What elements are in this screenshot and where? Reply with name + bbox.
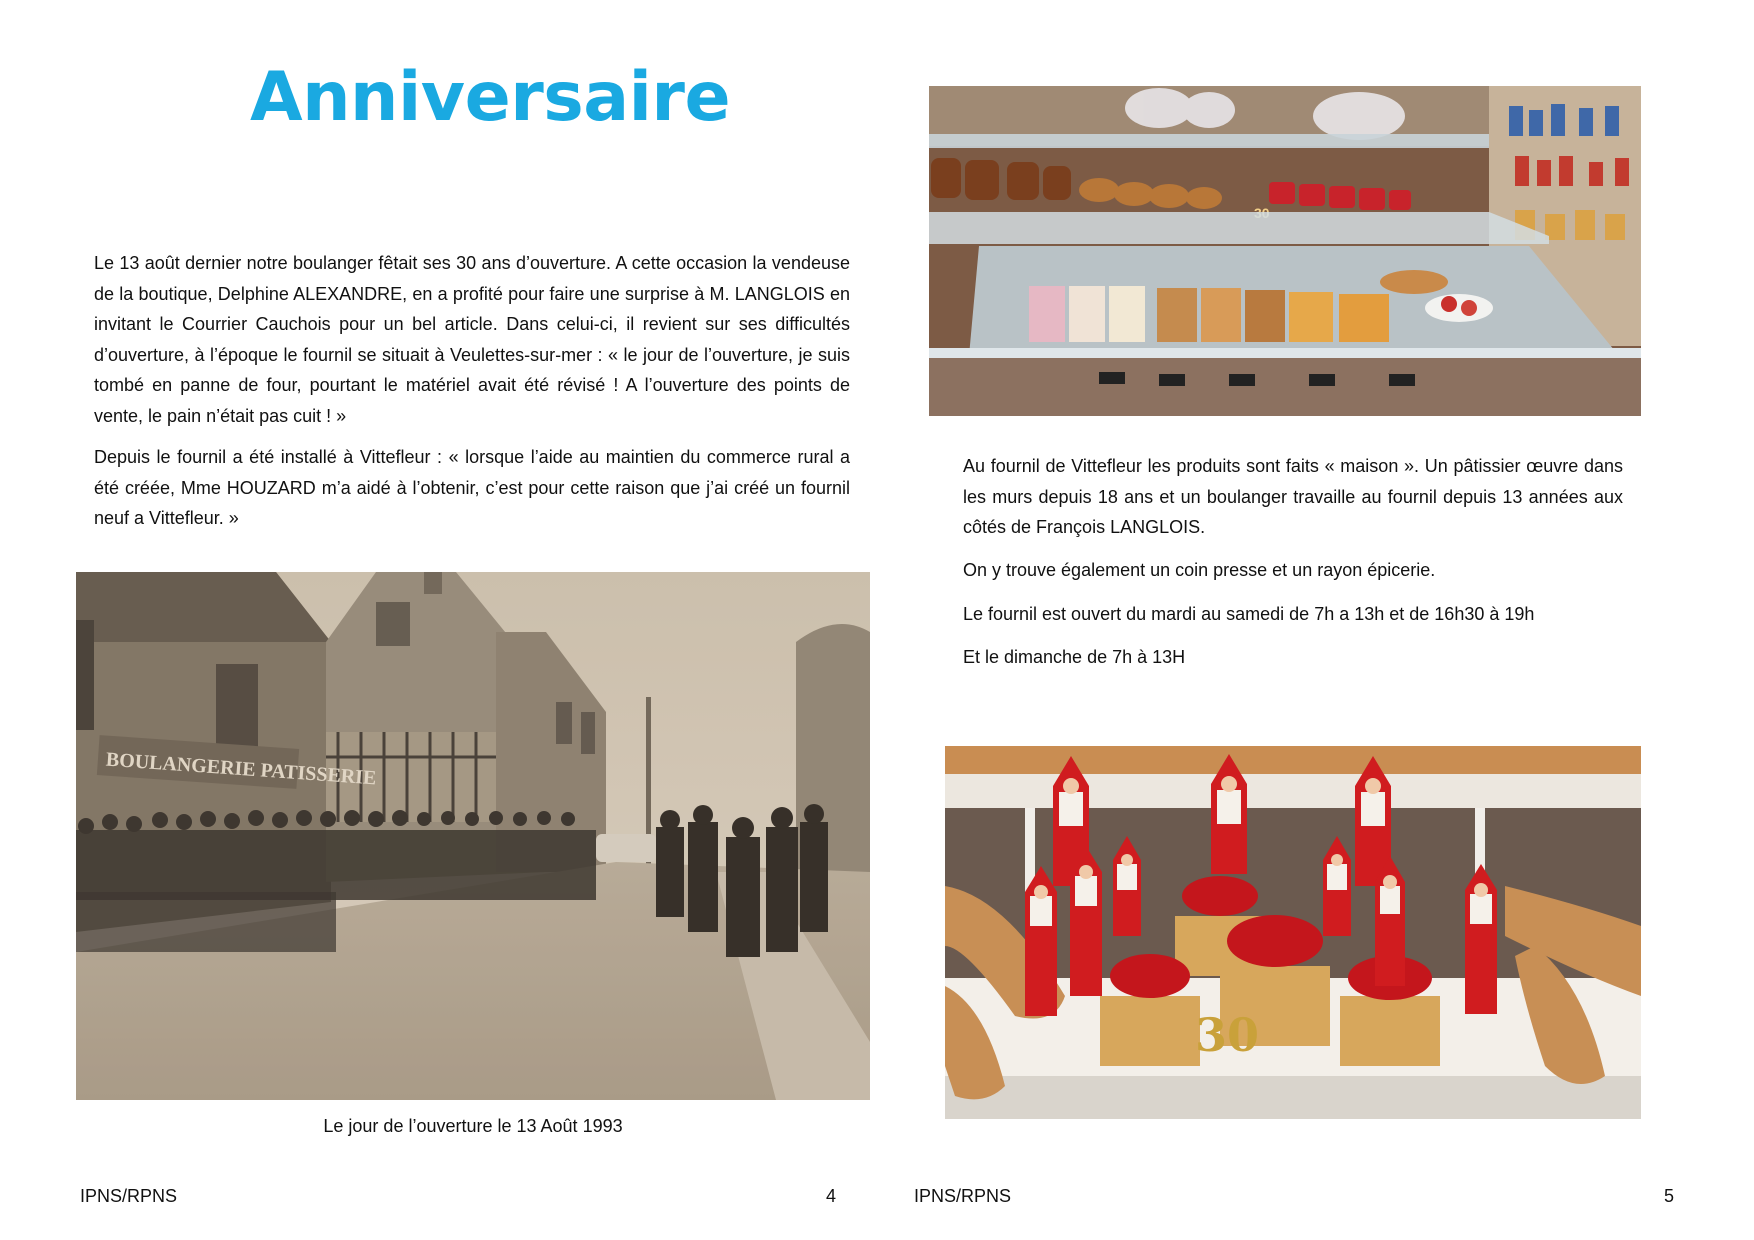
footer-right-imprint: IPNS/RPNS bbox=[914, 1186, 1012, 1206]
house-made-paragraph: Au fournil de Vittefleur les produits sont faits « maison ». Un pâtissier œuvre dans les murs depuis 18 ans et un boulanger travaille au fournil depuis 13 années aux côtés de François LANGLOIS. bbox=[963, 456, 1623, 537]
page-number-left: 4 bbox=[826, 1186, 837, 1206]
bakery-sign-text: BOULANGERIE PATISSERIE bbox=[105, 748, 378, 790]
page-number-right: 5 bbox=[1664, 1186, 1675, 1206]
opening-day-photo bbox=[76, 572, 870, 1100]
chocolate-santas-photo bbox=[945, 746, 1641, 1119]
opening-hours-paragraph: Le fournil est ouvert du mardi au samedi de 7h a 13h et de 16h30 à 19h bbox=[963, 604, 1535, 624]
press-corner-paragraph: On y trouve également un coin presse et un rayon épicerie. bbox=[963, 560, 1436, 580]
history-paragraph: Depuis le fournil a été installé à Vittefleur : « lorsque l’aide au maintien du commerce rural a été créée, Mme HOUZARD m’a aidé à l’obtenir, c’est pour cette raison que j’ai créé un fournil neuf a Vittefleur. » bbox=[94, 447, 850, 528]
intro-paragraph: Le 13 août dernier notre boulanger fêtait ses 30 ans d’ouverture. A cette occasion la vendeuse de la boutique, Delphine ALEXANDRE, en a profité pour faire une surprise à M. LANGLOIS en invitant le Courrier Cauchois pour un bel article. Dans celui-ci, il revient sur ses difficultés d’ouverture, à l’époque le fournil se situait à Veulettes-sur-mer : « le jour de l’ouverture, je suis tombé en panne de four, pourtant le matériel avait été révisé ! A l’ouverture des points de vente, le pain n’était pas cuit ! » bbox=[94, 253, 850, 426]
gold-thirty-figurine: 30 bbox=[1195, 1008, 1260, 1062]
footer-left-imprint: IPNS/RPNS bbox=[80, 1186, 178, 1206]
photo-caption: Le jour de l’ouverture le 13 Août 1993 bbox=[323, 1116, 623, 1136]
sunday-hours-paragraph: Et le dimanche de 7h à 13H bbox=[963, 647, 1186, 667]
pastry-display-photo bbox=[929, 86, 1641, 416]
page-title: Anniversaire bbox=[250, 58, 731, 137]
